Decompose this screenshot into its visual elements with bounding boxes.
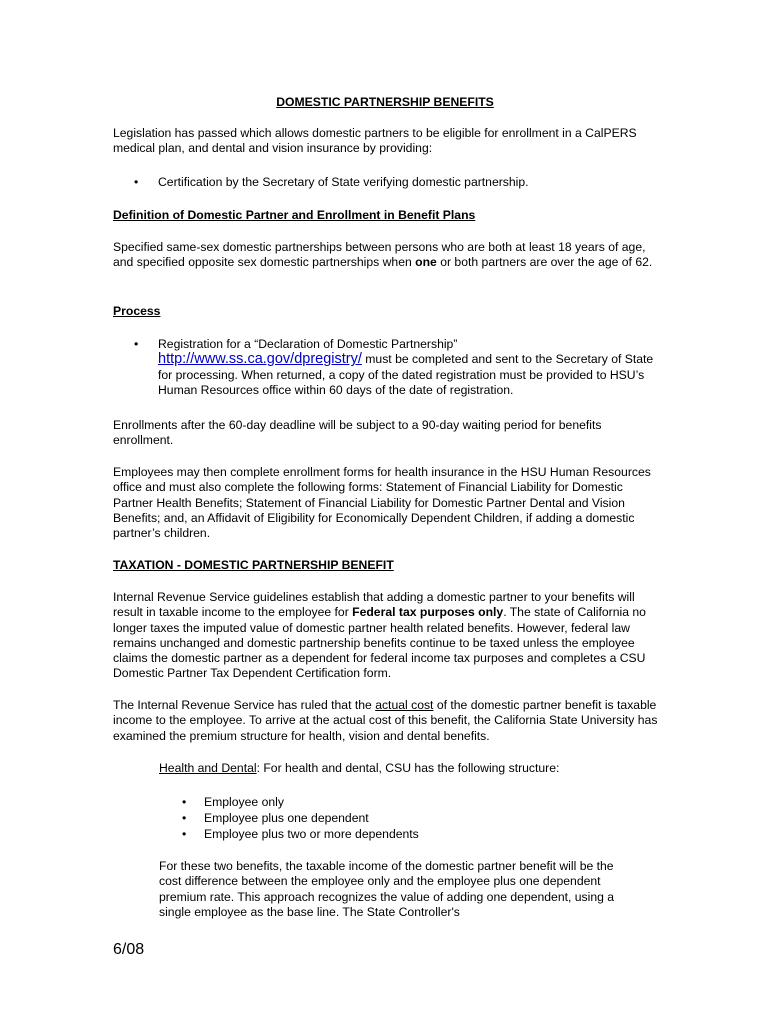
irs-ruling-before: The Internal Revenue Service has ruled that the — [113, 698, 376, 712]
structure-item-text: Employee plus one dependent — [204, 811, 369, 825]
bullet-icon: • — [134, 175, 139, 189]
employees-forms-paragraph: Employees may then complete enrollment forms for health insurance in the HSU Human Resources office and must also complete the following forms: Statement of Financial Liability for Domestic Partner Health Benefits; Statement of Financial Liability for Domestic Partner Dental and Vision Benefits; and, an Affidavit of Eligibility for Economically Dependent Children, if adding a domestic partner’s children. — [113, 465, 651, 541]
irs-ruling-paragraph — [113, 698, 658, 744]
bullet-icon: • — [134, 337, 139, 351]
bullet-icon: • — [182, 811, 187, 825]
definition-paragraph — [113, 240, 658, 271]
health-dental-paragraph — [159, 761, 629, 776]
structure-item-text: Employee only — [204, 795, 284, 809]
health-dental-label: Health and Dental — [159, 761, 257, 775]
structure-item-text: Employee plus two or more dependents — [204, 827, 419, 841]
definition-text-after: or both partners are over the age of 62. — [436, 255, 653, 270]
taxable-income-paragraph: For these two benefits, the taxable income of the domestic partner benefit will be the cost difference between the employee only and the employee plus one dependent premium rate. This approach recognizes the value of adding one dependent, using a single employee as the base line. The State Controller's — [159, 859, 615, 919]
bullet-icon: • — [182, 795, 187, 809]
definition-heading: Definition of Domestic Partner and Enrollment in Benefit Plans — [113, 208, 476, 222]
irs-guidelines-after: . The state of California no longer taxes the imputed value of domestic partner health related benefits. However, federal law remains unchanged and domestic partnership benefits continue to be taxed unless the employee claims the domestic partner as a dependent for federal income tax purposes and completes a CSU Domestic Partner Tax Dependent Certification form. — [113, 605, 646, 681]
process-heading: Process — [113, 304, 161, 318]
intro-bullet-text: Certification by the Secretary of State verifying domestic partnership. — [158, 175, 529, 189]
irs-guidelines-bold: Federal tax purposes only — [352, 605, 504, 620]
irs-guidelines-paragraph — [113, 590, 658, 682]
enrollment-deadline-paragraph: Enrollments after the 60-day deadline will be subject to a 90-day waiting period for benefits enrollment. — [113, 418, 602, 448]
irs-ruling-after: of the domestic partner benefit is taxable income to the employee. To arrive at the actual cost of this benefit, the California State University has examined the premium structure for health, vision and dental benefits. — [113, 698, 658, 743]
definition-text-bold: one — [415, 255, 437, 270]
irs-guidelines-before: Internal Revenue Service guidelines establish that adding a domestic partner to your benefits will result in taxable income to the employee for — [113, 590, 635, 620]
health-dental-text: : For health and dental, CSU has the following structure: — [256, 761, 560, 775]
intro-paragraph: Legislation has passed which allows domestic partners to be eligible for enrollment in a CalPERS medical plan, and dental and vision insurance by providing: — [113, 126, 637, 156]
bullet-icon: • — [182, 827, 187, 841]
footer-date: 6/08 — [113, 941, 145, 958]
dpregistry-link[interactable]: http://www.ss.ca.gov/dpregistry/ — [158, 351, 362, 368]
definition-text-before: Specified same-sex domestic partnerships between persons who are both at least 18 years of age, and specified opposite sex domestic partnerships when — [113, 240, 646, 270]
process-bullet-text — [158, 337, 658, 398]
page-title: DOMESTIC PARTNERSHIP BENEFITS — [276, 95, 494, 109]
irs-ruling-underlined: actual cost — [375, 698, 434, 712]
process-bullet-rest: must be completed and sent to the Secretary of State for processing. When returned, a copy of the dated registration must be provided to HSU’s Human Resources office within 60 days of the date of registration. — [158, 352, 654, 397]
process-bullet-line1: Registration for a “Declaration of Domestic Partnership” — [158, 337, 458, 351]
taxation-heading: TAXATION - DOMESTIC PARTNERSHIP BENEFIT — [113, 558, 394, 572]
